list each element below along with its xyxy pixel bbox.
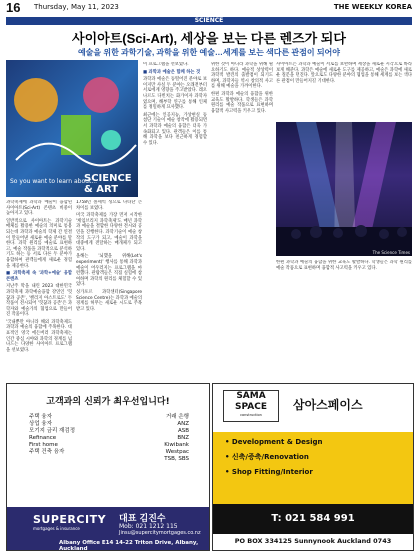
bank-item: BNZ	[177, 435, 189, 441]
paragraph: 미국 과학축제를 가장 먼저 시작한 '케임브리지 과학축제'도 매년 과학과 예술을 결합한 다양한 전시와 공연을 진행한다. 과학기술이 예술 창작의 도구가 되고, 예술이 과학을 대중에게 전달하는 매개체가 되고 있다.	[76, 213, 142, 252]
subheading: ■ 과학축제 속 '과학+예술' 융합콘텐츠	[6, 271, 72, 282]
article-column-6	[276, 260, 412, 378]
article-column-1	[6, 200, 72, 378]
service-item: 주택 건축 융자	[29, 449, 65, 455]
paragraph: 싱가포르 과학센터(Singapore Science Centre)는 과학과 예술의 경계를 허무는 새로운 시도로 주목받고 있다.	[76, 289, 142, 312]
contact-name: 대표 김진수	[119, 514, 166, 524]
paragraph: 한편 과학과 예술의 융합을 위한 교육도 활발하다. 학생들은 과학 원리를 예술 작품으로 표현하며 융합적 사고력을 키우고 있다.	[276, 260, 412, 271]
service-item: 모기지 금리 재검정	[29, 428, 76, 434]
paragraph: '국내뿐만 아니라 해외 과학축제도 과학과 예술의 융합에 주목한다. 대표적인 영국 에든버러 과학축제는 인간 중심 시야와 과학의 경계를 넘나드는 다양한 사이아트 프로그램을 선보였다.	[6, 319, 72, 353]
page-number: 16	[6, 0, 21, 15]
po-box-address: PO BOX 334125 Sunnynook Auckland 0743	[213, 534, 413, 548]
bank-item: ASB	[177, 428, 189, 434]
section-banner: SCIENCE	[6, 17, 412, 25]
logo-line-2: SPACE	[235, 402, 267, 412]
logo-line-3: construction	[240, 413, 262, 417]
ad-header	[213, 384, 413, 432]
office-address: Albany Office E14 14-22 Triton Drive, Albany, Auckland	[59, 540, 199, 552]
service-item: • Shop Fitting/Interior	[225, 468, 313, 476]
bank-item: 거래 은행	[165, 414, 189, 420]
service-item: First home	[29, 442, 58, 448]
paragraph: 지난주 막을 내린 2023 대한민국과학축제 과학예술융합 강연인 '헛꿈과 공존', '챌리지 아스트로도' 두 작품이 전시되어 '헛꿈과 공존'은 과학자와 예술가의 협업으로 만들어진 작품이다.	[6, 284, 72, 318]
page-header	[0, 0, 418, 17]
article-column-5	[276, 62, 412, 120]
photo-credit: The Science Times	[372, 250, 410, 255]
concert-photo	[276, 122, 412, 256]
phone-number[interactable]: T: 021 584 991	[213, 504, 413, 534]
service-item: • Development & Design	[225, 438, 323, 446]
paragraph: 일반적으로 사이아트는 과학기술 매체를 활용한 예술의 의미로 통용되는데 과학과 예술의 학제 간 연결이 만들어낸 새로운 예술 분야를 말한다. 과학 원리를 예술로 표현하고, 예술 작품을 과학적으로 분석하기도 하는 등 서로 다른 두 분야가 융합하여 관객들에게 새로운 경험을 제공한다.	[6, 218, 72, 269]
article-column-2	[76, 200, 142, 378]
company-korean-name: 삼아스페이스	[293, 398, 363, 412]
logo-line-1: SAMA	[236, 391, 266, 401]
article-column-3	[143, 62, 207, 378]
contact-mobile[interactable]: Mob: 021 1212 115	[119, 523, 178, 530]
paragraph: 한편 과학과 예술의 융합을 위한 교육도 활발하다. 학생들은 과학 원리를 예술 작품으로 표현하며 융합적 사고력을 키우고 있다.	[211, 91, 273, 114]
service-item: 상업 융자	[29, 421, 53, 427]
photo-caption-large: SCIENCE & ART	[84, 173, 132, 195]
paragraph: 위한 것이 아니라 과학을 위해 필요하기도 하다. 예술적 상상력이 과학적 발견의 출발점이 되기도 하며, 과학자들 역시 창의적 사고를 위해 예술을 가까이한다.	[211, 62, 273, 90]
bank-item: Westpac	[165, 449, 189, 455]
article-column-4	[211, 62, 273, 378]
article-subtitle: 예술을 위한 과학기술, 과학을 위한 예술…세계를 보는 색다른 관점이 되어야	[77, 48, 341, 57]
paragraph: 과학축제에 과학과 예술이 융합된 사이아트(Sci-Art) 콘텐츠 비중이 높아지고 있다.	[6, 200, 72, 217]
bank-item: Kiwibank	[164, 442, 189, 448]
supercity-logo: SUPERCITY	[33, 513, 107, 526]
supercity-logo-tagline: mortgages & insurance	[33, 526, 80, 531]
paragraph: 이 프로그램을 선보였다.	[143, 62, 189, 67]
science-art-photo	[6, 60, 138, 197]
paragraph: 사이아트는 과학과 예술이 서로를 보완하며 세상을 새로운 시각으로 바라보게 해준다. 과학은 예술에 새로운 도구를 제공하고, 예술은 과학에 새로운 질문을 던진다. 앞으로도 다양한 분야의 협업을 통해 세계를 보는 색다른 관점이 만들어지길 기대한다.	[276, 62, 412, 84]
concert-illustration	[276, 122, 412, 256]
ad-headline: 고객과의 신뢰가 최우선입니다!	[46, 397, 170, 407]
paragraph: 과학과 예술은 동떨어진 분야로 보이지만 사실 두 분야는 오래전부터 서로에게 영향을 주고받았다. 레오나르도 다빈치는 화가이자 과학자였으며, 해부학 연구를 통해 인체를 정밀하게 묘사했다.	[143, 77, 207, 111]
service-item: • 신축/증축/Renovation	[225, 453, 309, 461]
service-item: 주택 융자	[29, 414, 53, 420]
construction-advertisement[interactable]	[212, 383, 414, 551]
lender-list	[29, 414, 189, 463]
paragraph: 1758년 볼셰빅 성으로 나타난 큰 차이를 보였다.	[76, 200, 142, 211]
contact-email[interactable]: Jinsu@supercitymortgages.co.nz	[119, 530, 201, 536]
issue-date: Thursday, May 11, 2023	[34, 3, 119, 11]
bank-item: TSB, SBS	[164, 456, 189, 462]
photo-caption-small: So you want to learn about...	[10, 178, 98, 185]
ad-contact-bar	[7, 507, 209, 550]
sama-space-logo	[223, 390, 279, 422]
article-title: 사이아트(Sci-Art), 세상을 보는 다른 렌즈가 되다	[72, 31, 346, 46]
service-item: Refinance	[29, 435, 57, 441]
subheading: ■ 과학과 예술은 함께 하는 것	[143, 69, 201, 75]
paragraph: 올해는 '뇌했을 위해(Let's experiment)' 행사를 통해 과학과 예술이 어우러지는 프로그램을 마련했다. 관람객들은 직접 실험에 참여하며 과학의 원리를 체험할 수 있었다.	[76, 254, 142, 288]
bank-item: ANZ	[177, 421, 189, 427]
service-list	[213, 432, 413, 504]
publication-name: THE WEEKLY KOREA	[333, 3, 412, 11]
paragraph: 최근에는 인공지능, 가상현실 등 첨단 기술이 예술 창작에 활용되면서 과학과 예술의 융합은 더욱 가속화되고 있다. 관객들은 이를 통해 과학을 보다 친근하게 경험할 수 있다.	[143, 112, 207, 146]
mortgage-advertisement[interactable]	[6, 383, 210, 551]
